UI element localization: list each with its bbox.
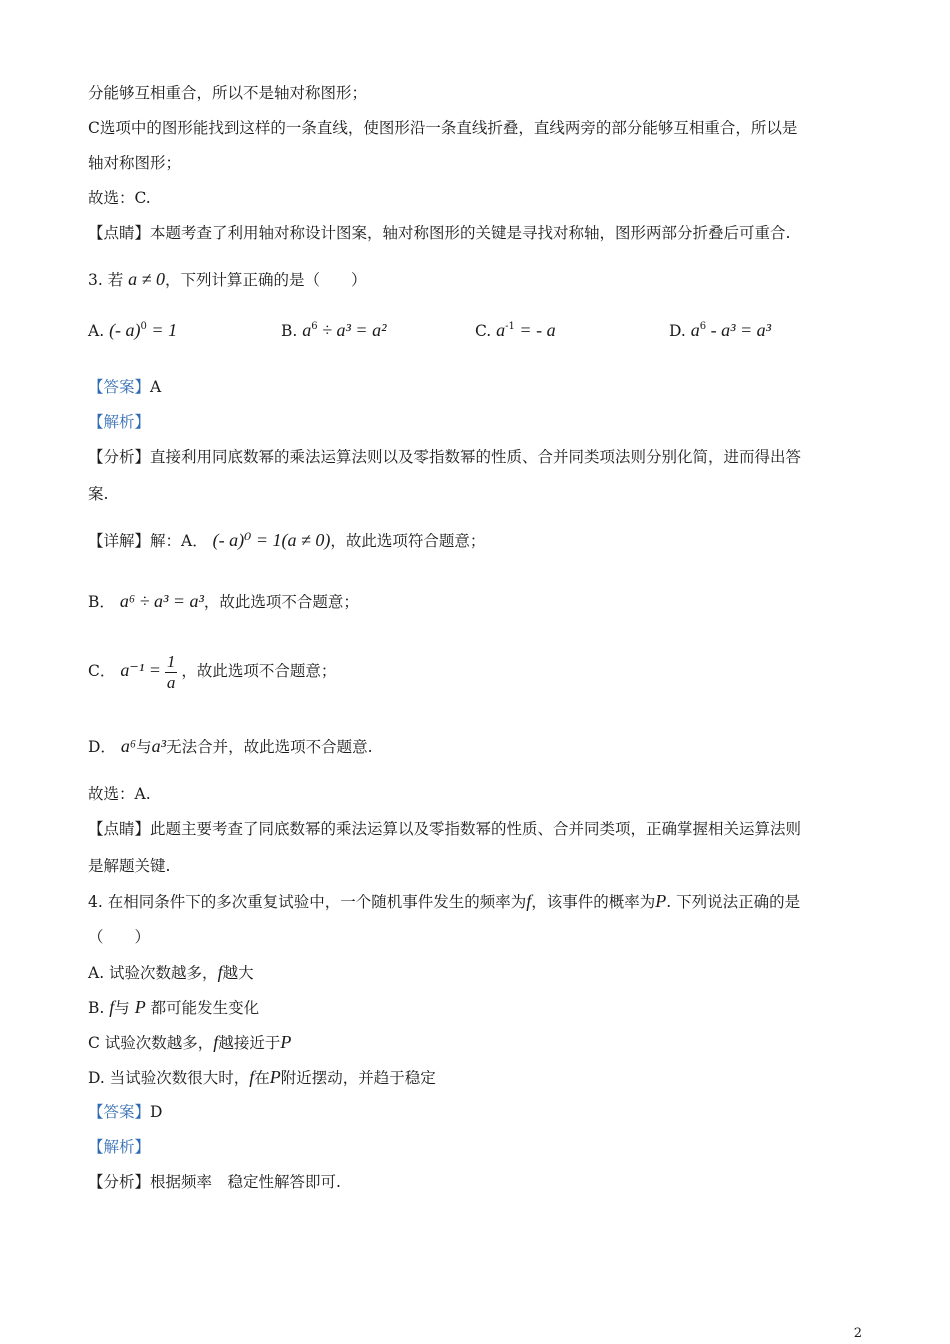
detail-expr: a⁶ ÷ a³ = a³ <box>119 591 204 611</box>
option-expr: a <box>496 320 506 340</box>
detail-pre: B． <box>88 593 115 611</box>
math-p: P <box>269 1067 281 1087</box>
detail-pre: D． <box>88 738 116 756</box>
detail-line-b <box>88 590 359 613</box>
q3-option-d <box>669 320 771 341</box>
option-expr: a <box>302 320 312 340</box>
q3-option-c <box>475 320 556 341</box>
detail-line-c <box>88 648 336 693</box>
tip-line: 是解题关键. <box>88 857 171 875</box>
fenxi-tag: 【分析】 <box>88 1173 151 1191</box>
option-tail: - a³ = a³ <box>706 320 772 340</box>
option-sup: 6 <box>311 321 318 332</box>
text-line: 分能够互相重合，所以不是轴对称图形； <box>88 84 368 102</box>
option-label: D. <box>669 322 686 340</box>
option-expr: a <box>690 320 700 340</box>
option-text: 越接近于 <box>218 1034 281 1052</box>
q3-options <box>88 320 868 350</box>
detail-post: 无法合并，故此选项不合题意. <box>166 738 373 756</box>
question-4-stem <box>88 890 800 913</box>
option-tail: ÷ a³ = a² <box>317 320 387 340</box>
detail-line-a <box>88 529 485 552</box>
detail-post: ，故此选项不合题意； <box>203 593 359 611</box>
option-text: 附近摆动，并趋于稳定 <box>280 1069 436 1087</box>
detail-post: ，故此选项符合题意； <box>330 532 486 550</box>
question-4-stem: （ ） <box>88 928 151 946</box>
detail-expr: a⁶ <box>120 736 137 756</box>
tip-text: 本题考查了利用轴对称设计图案，轴对称图形的关键是寻找对称轴，图形两部分折叠后可重合. <box>150 224 791 242</box>
detail-post: ，故此选项不合题意； <box>181 662 337 680</box>
q3-condition: a ≠ 0 <box>128 269 166 289</box>
answer-value: D <box>150 1103 163 1121</box>
detail-mid: 与 <box>136 738 152 756</box>
choice-line: 故选：C. <box>88 189 151 207</box>
choice-line: 故选：A. <box>88 785 151 803</box>
tip-tag: 【点睛】 <box>88 820 151 838</box>
option-text: 都可能发生变化 <box>150 999 260 1017</box>
math-f: f <box>217 962 223 982</box>
tip-line <box>88 222 790 244</box>
fraction-numerator: 1 <box>166 651 176 671</box>
text-line: C选项中的图形能找到这样的一条直线，使图形沿一条直线折叠，直线两旁的部分能够互相重合，所以是 <box>88 119 798 137</box>
q4-stem-post: . 下列说法正确的是 <box>666 893 801 911</box>
detail-pre: C． <box>88 662 116 680</box>
q3-option-a <box>88 320 177 341</box>
fenxi-text: 直接利用同底数幂的乘法运算法则以及零指数幂的性质、合并同类项法则分别化简，进而得出答 <box>150 448 802 466</box>
analysis-tag: 【解析】 <box>88 413 151 431</box>
q3-suffix: ，下列计算正确的是（ ） <box>165 271 367 289</box>
math-f: f <box>109 997 115 1017</box>
q4-option-c <box>88 1031 291 1054</box>
detail-line-d <box>88 735 373 758</box>
option-text: 越大 <box>222 964 254 982</box>
math-p: P <box>134 997 146 1017</box>
fraction-denominator: a <box>166 672 176 692</box>
math-f: f <box>526 891 532 911</box>
option-tail: = 1 <box>146 320 178 340</box>
q4-option-d <box>88 1066 436 1089</box>
option-label: B. <box>281 322 298 340</box>
q4-stem-mid: ，该事件的概率为 <box>531 893 656 911</box>
answer-line <box>88 376 161 398</box>
fenxi-tag: 【分析】 <box>88 448 151 466</box>
detail-tag: 【详解】 <box>88 532 151 550</box>
option-text: 与 <box>114 999 130 1017</box>
analysis-line: 案. <box>88 485 109 503</box>
tip-tag: 【点睛】 <box>88 224 151 242</box>
option-expr: (- a) <box>109 320 141 340</box>
option-sup: 6 <box>699 321 707 332</box>
analysis-line <box>88 446 801 468</box>
detail-expr: a⁻¹ = <box>120 660 161 680</box>
option-text: B. <box>88 999 110 1017</box>
math-p: P <box>655 891 667 911</box>
text-line: 轴对称图形； <box>88 154 182 172</box>
page-number: 2 <box>853 1326 862 1341</box>
question-3-stem <box>88 268 367 291</box>
option-text: A. 试验次数越多， <box>88 964 218 982</box>
answer-tag: 【答案】 <box>88 378 151 396</box>
option-tail: = - a <box>514 320 556 340</box>
detail-expr: a³ <box>151 736 167 756</box>
answer-tag: 【答案】 <box>88 1103 151 1121</box>
tip-text: 此题主要考查了同底数幂的乘法运算以及零指数幂的性质、合并同类项，正确掌握相关运算法则 <box>150 820 802 838</box>
math-f: f <box>213 1032 219 1052</box>
option-label: C. <box>475 322 492 340</box>
option-text: C 试验次数越多， <box>88 1034 214 1052</box>
option-sup: 0 <box>140 321 147 332</box>
math-p: P <box>280 1032 292 1052</box>
analysis-line <box>88 1171 341 1193</box>
option-text: 在 <box>254 1069 270 1087</box>
answer-value: A <box>150 378 162 396</box>
q4-option-b <box>88 996 259 1019</box>
detail-expr: (- a)⁰ = 1(a ≠ 0) <box>212 530 331 550</box>
q4-option-a <box>88 961 254 984</box>
q3-option-b <box>281 320 386 341</box>
option-label: A. <box>88 322 105 340</box>
option-sup: -1 <box>505 321 515 332</box>
q3-prefix: 3. 若 <box>88 271 124 289</box>
fenxi-text: 根据频率 稳定性解答即可. <box>150 1173 341 1191</box>
tip-line <box>88 818 801 840</box>
fraction <box>165 652 178 693</box>
q4-stem-pre: 4. 在相同条件下的多次重复试验中，一个随机事件发生的频率为 <box>88 893 527 911</box>
detail-pre: 解：A． <box>150 532 208 550</box>
math-f: f <box>249 1067 255 1087</box>
option-text: D. 当试验次数很大时， <box>88 1069 250 1087</box>
analysis-tag: 【解析】 <box>88 1138 151 1156</box>
answer-line <box>88 1101 162 1123</box>
